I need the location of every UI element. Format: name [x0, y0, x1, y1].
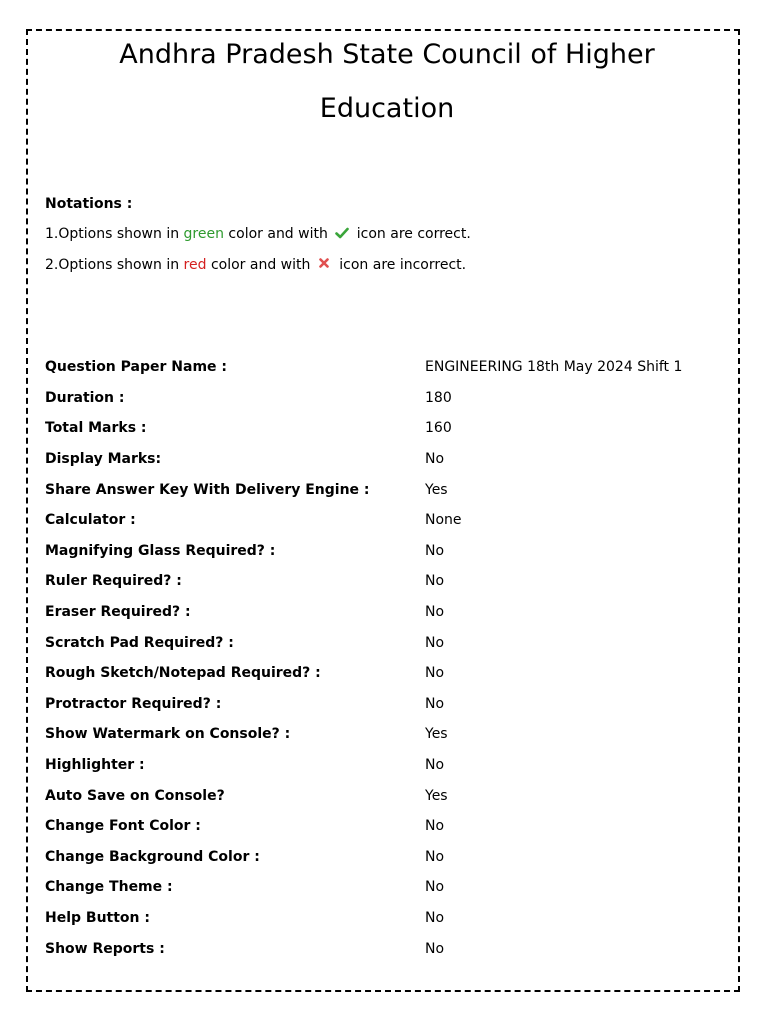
notations-heading: Notations :: [45, 196, 133, 212]
detail-row: [45, 933, 725, 964]
notation-incorrect-color-word: red: [183, 257, 207, 273]
detail-row: [45, 474, 725, 505]
detail-value: No: [425, 818, 445, 835]
title-line-1: Andhra Pradesh State Council of Higher: [119, 39, 655, 70]
check-icon: [335, 226, 349, 240]
detail-row: [45, 536, 725, 567]
notations-section: [45, 195, 471, 287]
detail-label: Show Reports :: [45, 940, 165, 957]
detail-value: Yes: [425, 481, 448, 498]
detail-value: No: [425, 542, 445, 559]
detail-value: No: [425, 451, 445, 468]
notation-correct-color-word: green: [183, 226, 224, 242]
detail-label: Rough Sketch/Notepad Required? :: [45, 665, 321, 682]
detail-value: No: [425, 634, 445, 651]
detail-row: [45, 413, 725, 444]
detail-label: Change Theme :: [45, 879, 173, 896]
notation-incorrect: [45, 256, 471, 274]
detail-row: [45, 842, 725, 873]
detail-row: [45, 780, 725, 811]
detail-row: [45, 872, 725, 903]
detail-value: 180: [425, 389, 452, 406]
detail-label: Auto Save on Console?: [45, 787, 225, 804]
detail-label: Ruler Required? :: [45, 573, 182, 590]
detail-row: [45, 627, 725, 658]
notation-correct-suffix: icon are correct.: [352, 226, 471, 242]
detail-value: No: [425, 757, 445, 774]
document-title: [30, 28, 744, 136]
detail-label: Eraser Required? :: [45, 604, 191, 621]
detail-value: No: [425, 604, 445, 621]
detail-row: [45, 444, 725, 475]
detail-row: [45, 658, 725, 689]
detail-row: [45, 383, 725, 414]
title-line-2: Education: [319, 93, 455, 124]
detail-label: Question Paper Name :: [45, 359, 227, 376]
detail-label: Protractor Required? :: [45, 695, 222, 712]
detail-row: [45, 811, 725, 842]
paper-details-list: [45, 352, 725, 964]
detail-value: 160: [425, 420, 452, 437]
detail-label: Total Marks :: [45, 420, 147, 437]
detail-value: No: [425, 695, 445, 712]
detail-label: Calculator :: [45, 512, 136, 529]
detail-row: [45, 750, 725, 781]
notation-incorrect-prefix: 2.Options shown in: [45, 257, 184, 273]
detail-row: [45, 719, 725, 750]
detail-value: Yes: [425, 726, 448, 743]
detail-label: Duration :: [45, 389, 125, 406]
detail-label: Show Watermark on Console? :: [45, 726, 291, 743]
detail-value: No: [425, 940, 445, 957]
detail-row: [45, 689, 725, 720]
detail-label: Help Button :: [45, 909, 150, 926]
detail-value: None: [425, 512, 462, 529]
detail-value: Yes: [425, 787, 448, 804]
detail-row: [45, 352, 725, 383]
notation-correct-middle: color and with: [223, 226, 333, 242]
cross-icon: [319, 258, 329, 268]
detail-row: [45, 566, 725, 597]
detail-value: No: [425, 665, 445, 682]
detail-value: No: [425, 909, 445, 926]
detail-value: ENGINEERING 18th May 2024 Shift 1: [425, 359, 683, 376]
detail-label: Change Background Color :: [45, 848, 260, 865]
detail-value: No: [425, 879, 445, 896]
notation-correct-prefix: 1.Options shown in: [45, 226, 184, 242]
detail-value: No: [425, 848, 445, 865]
detail-row: [45, 597, 725, 628]
detail-label: Magnifying Glass Required? :: [45, 542, 276, 559]
detail-label: Share Answer Key With Delivery Engine :: [45, 481, 370, 498]
detail-label: Highlighter :: [45, 757, 145, 774]
detail-row: [45, 505, 725, 536]
detail-row: [45, 903, 725, 934]
detail-label: Change Font Color :: [45, 818, 201, 835]
detail-value: No: [425, 573, 445, 590]
notation-incorrect-middle: color and with: [206, 257, 315, 273]
detail-label: Display Marks:: [45, 451, 162, 468]
notation-correct: [45, 225, 471, 243]
detail-label: Scratch Pad Required? :: [45, 634, 234, 651]
notation-incorrect-suffix: icon are incorrect.: [334, 257, 467, 273]
